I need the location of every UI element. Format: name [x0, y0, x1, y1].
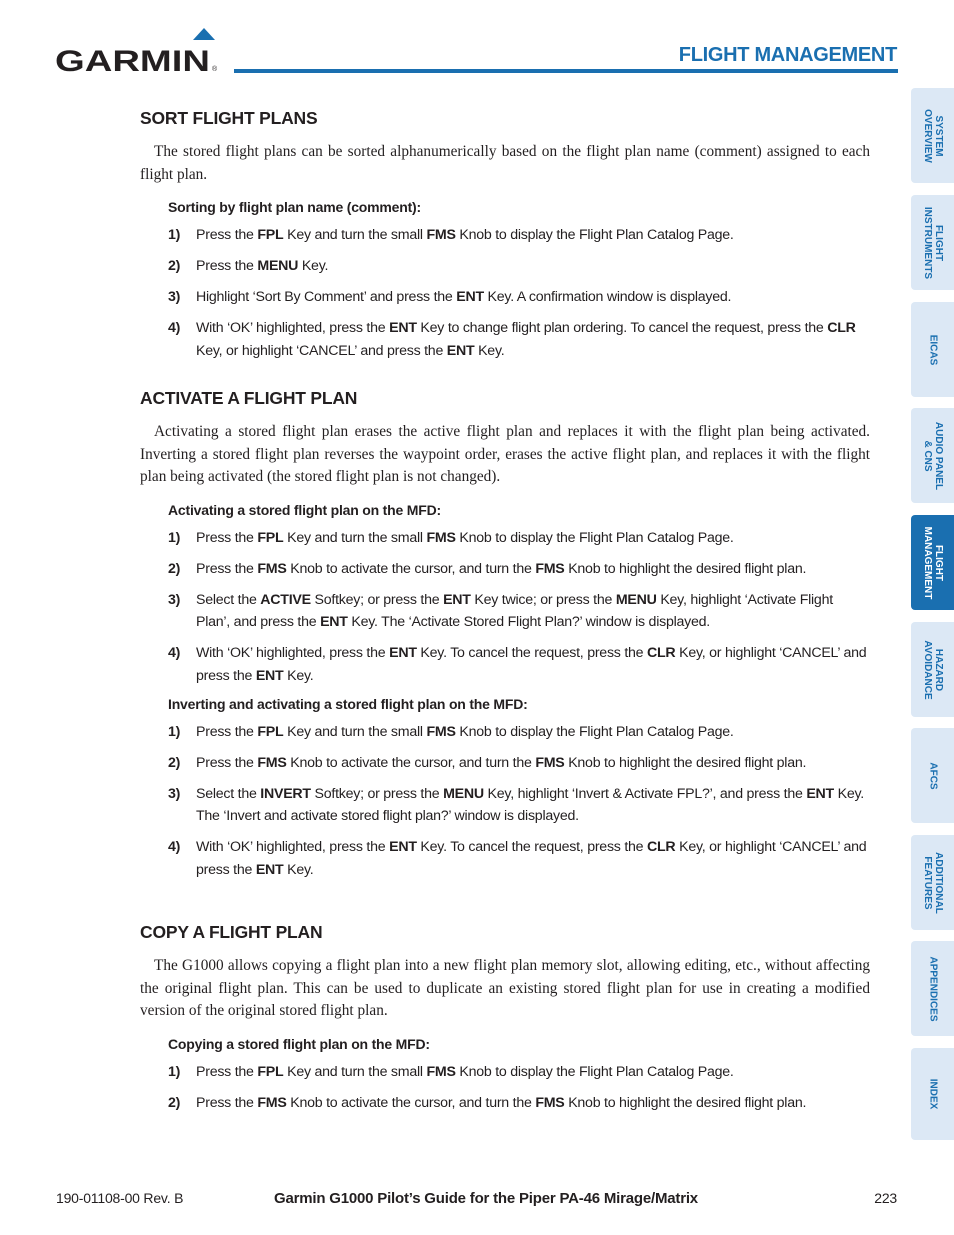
step-text: Press the FPL Key and turn the small FMS Knob to display the Flight Plan Catalog Page.: [196, 529, 734, 546]
procedure-title: Activating a stored flight plan on the MFD:: [168, 501, 441, 518]
tab-label: ADDITIONAL FEATURES: [921, 851, 944, 914]
step-number: 1): [168, 1063, 181, 1080]
step-number: 3): [168, 785, 181, 802]
tab-label: AUDIO PANEL & CNS: [921, 421, 944, 490]
section-title: COPY A FLIGHT PLAN: [140, 922, 323, 942]
tab-label: INDEX: [927, 1078, 938, 1110]
tab-flight-instruments[interactable]: [911, 195, 954, 290]
section-body: Activating a stored flight plan erases the active flight plan and replaces it with the flight plan being activated. Inverting a stored flight plan reverses the waypoint order, erases the active flight plan, and replaces it with the flight plan being activated (the stored flight plan is not changed).: [140, 423, 870, 485]
procedure-step: [168, 1061, 870, 1084]
procedure-steps: [140, 527, 870, 688]
footer-page-number: 223: [874, 1190, 897, 1206]
procedure-step: [168, 589, 870, 634]
procedure-step: [168, 224, 870, 247]
step-text: Press the FPL Key and turn the small FMS Knob to display the Flight Plan Catalog Page.: [196, 1063, 734, 1080]
procedure-title: Inverting and activating a stored flight plan on the MFD:: [168, 695, 528, 712]
garmin-wordmark: GARMIN: [55, 45, 210, 76]
section-body: The G1000 allows copying a flight plan into a new flight plan memory slot, allowing editing, etc., without affecting the original flight plan. This can be used to duplicate an existing stored flight plan for use in creating a modified version of the original stored flight plan.: [140, 957, 870, 1019]
step-text: Press the FMS Knob to activate the cursor, and turn the FMS Knob to highlight the desired flight plan.: [196, 1094, 807, 1111]
procedure-step: [168, 783, 870, 828]
step-text: With ‘OK’ highlighted, press the ENT Key to change flight plan ordering. To cancel the request, press the CLR Key, or highlight ‘CANCEL’ and press the ENT Key.: [196, 320, 856, 359]
procedure-steps: [140, 1061, 870, 1115]
step-text: Highlight ‘Sort By Comment’ and press the ENT Key. A confirmation window is displayed.: [196, 289, 732, 305]
step-number: 2): [168, 754, 181, 771]
procedure-step: [168, 527, 870, 550]
tab-additional-features[interactable]: [911, 835, 954, 930]
step-number: 2): [168, 258, 181, 274]
step-text: Select the INVERT Softkey; or press the MENU Key, highlight ‘Invert & Activate FPL?’, and press the ENT Key. The ‘Invert and activate stored flight plan?’ window is displayed.: [196, 785, 864, 824]
step-text: Press the FMS Knob to activate the cursor, and turn the FMS Knob to highlight the desired flight plan.: [196, 754, 807, 771]
tab-label: FLIGHT INSTRUMENTS: [921, 206, 944, 279]
procedure-step: [168, 558, 870, 581]
step-number: 1): [168, 529, 181, 546]
step-number: 2): [168, 1094, 181, 1111]
header-rule: [234, 69, 898, 73]
tab-label: SYSTEM OVERVIEW: [921, 108, 944, 163]
tab-label: APPENDICES: [927, 955, 938, 1022]
procedure-step: [168, 1092, 870, 1115]
procedure-title: Sorting by flight plan name (comment):: [168, 199, 421, 215]
procedure-title: Copying a stored flight plan on the MFD:: [168, 1035, 430, 1052]
step-text: Select the ACTIVE Softkey; or press the ENT Key twice; or press the MENU Key, highlight ‘Activate Flight Plan’, and press the ENT Key. The ‘Activate Stored Flight Plan?’ window is displayed.: [196, 591, 833, 630]
tab-eicas[interactable]: [911, 302, 954, 397]
section: [140, 388, 870, 890]
step-number: 3): [168, 591, 181, 608]
step-text: Press the FMS Knob to activate the cursor, and turn the FMS Knob to highlight the desired flight plan.: [196, 560, 807, 577]
section-body: The stored flight plans can be sorted alphanumerically based on the flight plan name (comment) assigned to each flight plan.: [140, 143, 870, 183]
step-text: With ‘OK’ highlighted, press the ENT Key. To cancel the request, press the CLR Key, or highlight ‘CANCEL’ and press the ENT Key.: [196, 645, 867, 684]
procedure-step: [168, 255, 870, 278]
procedure-step: [168, 642, 870, 687]
tab-appendices[interactable]: [911, 941, 954, 1036]
tab-label: FLIGHT MANAGEMENT: [921, 526, 944, 599]
tab-label: AFCS: [927, 761, 938, 790]
tab-flight-management[interactable]: [911, 515, 954, 610]
procedure-step: [168, 317, 870, 362]
step-number: 1): [168, 723, 181, 740]
section: [140, 108, 870, 371]
section-title: SORT FLIGHT PLANS: [140, 108, 318, 128]
section: [140, 922, 870, 1123]
procedure-step: [168, 752, 870, 775]
section-header-title: FLIGHT MANAGEMENT: [678, 44, 897, 66]
step-number: 4): [168, 320, 181, 336]
tab-afcs[interactable]: [911, 728, 954, 823]
procedure-steps: [140, 224, 870, 362]
step-text: Press the MENU Key.: [196, 258, 329, 274]
tab-hazard-avoidance[interactable]: [911, 622, 954, 717]
step-number: 4): [168, 839, 181, 855]
step-text: With ‘OK’ highlighted, press the ENT Key. To cancel the request, press the CLR Key, or highlight ‘CANCEL’ and press the ENT Key.: [196, 839, 867, 878]
step-number: 4): [168, 645, 181, 661]
step-number: 1): [168, 227, 181, 243]
garmin-delta-icon: [193, 28, 215, 40]
procedure-step: [168, 836, 870, 881]
garmin-logo: [55, 26, 220, 76]
footer-doc-number: 190-01108-00 Rev. B: [56, 1190, 184, 1206]
procedure-step: [168, 286, 870, 309]
tab-label: EICAS: [927, 334, 938, 365]
section-title: ACTIVATE A FLIGHT PLAN: [140, 388, 358, 408]
tab-system-overview[interactable]: [911, 88, 954, 183]
step-number: 3): [168, 289, 181, 305]
procedure-step: [168, 721, 870, 744]
footer-title: Garmin G1000 Pilot’s Guide for the Piper PA-46 Mirage/Matrix: [274, 1190, 698, 1207]
tab-audio-panel-cns[interactable]: [911, 408, 954, 503]
procedure-steps: [140, 721, 870, 882]
tab-index[interactable]: [911, 1048, 954, 1140]
chapter-tabs: [911, 0, 954, 1235]
registered-mark: ®: [212, 66, 218, 73]
step-text: Press the FPL Key and turn the small FMS Knob to display the Flight Plan Catalog Page.: [196, 723, 734, 740]
step-number: 2): [168, 560, 181, 577]
step-text: Press the FPL Key and turn the small FMS Knob to display the Flight Plan Catalog Page.: [196, 227, 734, 243]
tab-label: HAZARD AVOIDANCE: [921, 639, 944, 700]
